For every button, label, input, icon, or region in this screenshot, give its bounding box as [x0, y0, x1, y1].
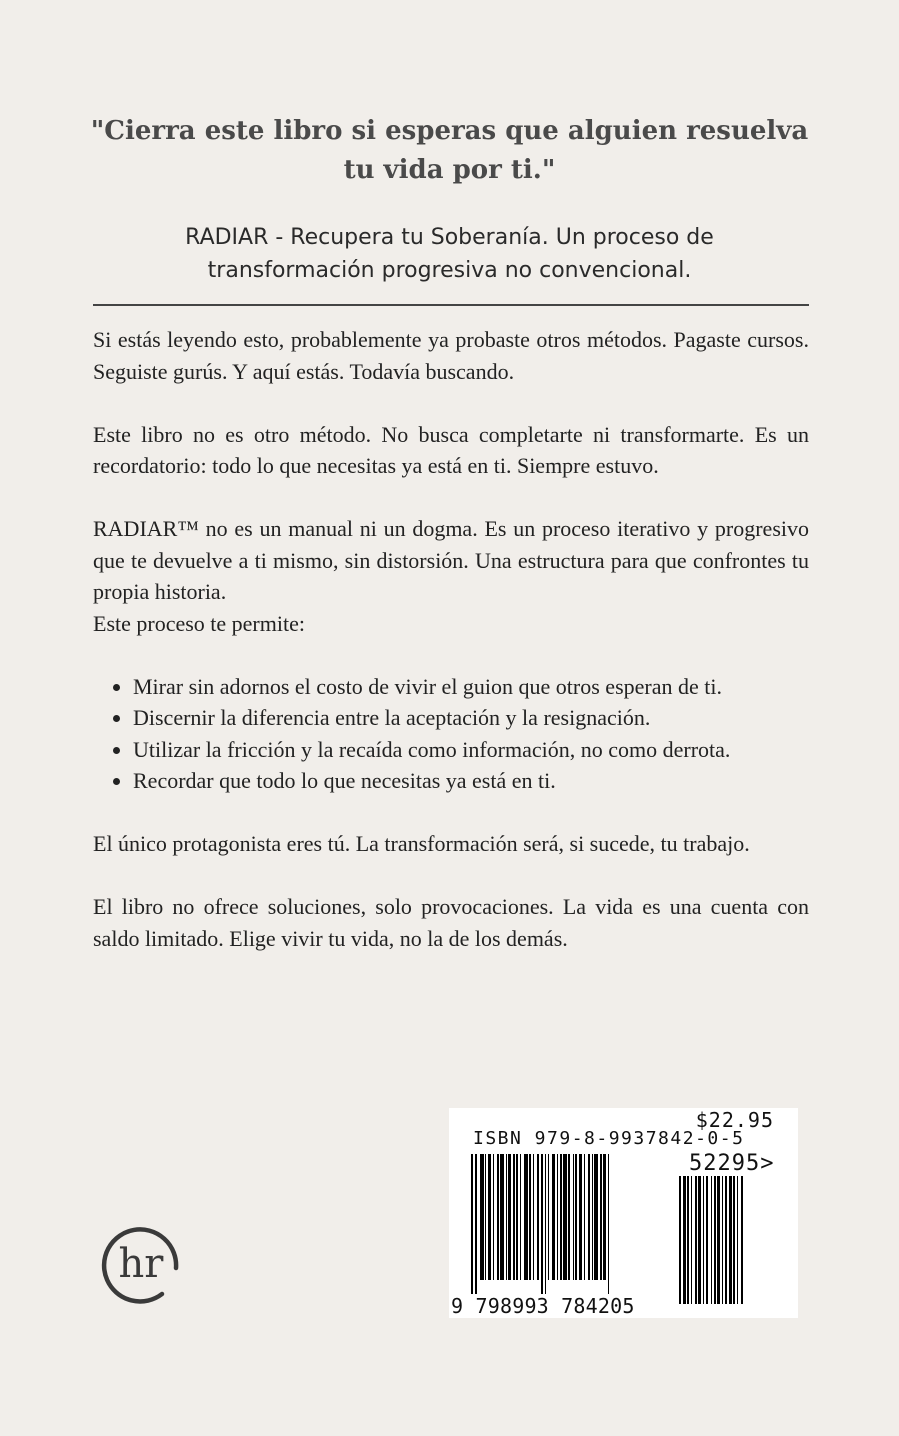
barcode-bar [516, 1154, 518, 1280]
barcode-bar [471, 1154, 473, 1294]
barcode-bar [508, 1154, 511, 1280]
divider [93, 304, 809, 306]
barcode-bar [552, 1154, 555, 1280]
isbn-barcode [449, 1108, 798, 1318]
barcode-bar [573, 1154, 574, 1280]
barcode-bar [529, 1154, 531, 1280]
logo-text: hr [118, 1241, 164, 1287]
barcode-bar [513, 1154, 515, 1280]
barcode-bar [714, 1176, 716, 1304]
barcode-bar [600, 1154, 602, 1280]
barcode-bar [524, 1154, 528, 1280]
blurb-paragraph-2: Este libro no es otro método. No busca completarte ni transformarte. Es un recordatorio: todo lo que necesitas ya está en ti. Siempre estuvo. [93, 421, 809, 478]
barcode-bar [480, 1154, 484, 1280]
subtitle-line-1: RADIAR - Recupera tu Soberanía. Un proceso de [185, 225, 714, 250]
barcode-bar [588, 1154, 590, 1280]
hr-monogram-logo-icon [100, 1222, 184, 1306]
barcode-bar [560, 1154, 562, 1280]
barcode-bar [545, 1154, 546, 1294]
quote-line-2: tu vida por ti." [343, 155, 556, 185]
barcode-addon-number: 52295> [689, 1151, 775, 1176]
barcode-bar [592, 1154, 593, 1280]
barcode-bar [698, 1176, 701, 1304]
barcode-bar [541, 1154, 543, 1294]
blurb-paragraph-5: El único protagonista eres tú. La transformación será, si sucede, tu trabajo. [93, 831, 750, 856]
barcode-bar [488, 1154, 491, 1280]
barcode-price: $22.95 [695, 1108, 774, 1132]
blurb-paragraph-3: RADIAR™ no es un manual ni un dogma. Es un proceso iterativo y progresivo que te devuelve a ti mismo, sin distorsión. Una estructura para que confrontes tu propia historia. [93, 516, 809, 604]
blurb-paragraph-4: Este proceso te permite: [93, 610, 305, 636]
barcode-bar [695, 1176, 697, 1304]
barcode-bar [737, 1176, 738, 1304]
barcode-bar [733, 1176, 735, 1304]
barcode-bar [706, 1176, 708, 1304]
barcode-bar [679, 1176, 681, 1304]
barcode-bar [579, 1154, 582, 1280]
barcode-bar [500, 1154, 504, 1280]
barcode-bar [683, 1176, 686, 1304]
barcode-bar [725, 1176, 727, 1304]
barcode-bar [563, 1154, 567, 1280]
barcode-bar [520, 1154, 521, 1280]
list-item: • Mirar sin adornos el costo de vivir el guion que otros esperan de ti. [133, 671, 809, 703]
barcode-bar [717, 1176, 720, 1304]
barcode-bar [485, 1154, 486, 1280]
barcode-bar [475, 1154, 477, 1294]
barcode-bar [548, 1154, 549, 1280]
barcode-bar [533, 1154, 534, 1280]
barcode-bar [584, 1154, 585, 1280]
barcode-bar [741, 1176, 743, 1304]
barcode-isbn: ISBN 979-8-9937842-0-5 [473, 1128, 745, 1149]
barcode-bar [575, 1154, 577, 1280]
barcode-bar [557, 1154, 558, 1280]
blurb-paragraph-6: El libro no ofrece soluciones, solo provocaciones. La vida es una cuenta con saldo limitado. Elige vivir tu vida, no la de los demás. [93, 894, 809, 951]
barcode-bar [703, 1176, 704, 1304]
barcode-bar [603, 1154, 606, 1280]
list-item: • Utilizar la fricción y la recaída como información, no como derrota. [133, 734, 809, 766]
barcode-digits: 9 798993 784205 [451, 1294, 635, 1318]
barcode-bar [493, 1154, 494, 1280]
benefits-list [93, 671, 809, 797]
barcode-bars [471, 1154, 661, 1294]
blurb-paragraph-1: Si estás leyendo esto, probablemente ya probaste otros métodos. Pagaste cursos. Seguiste gurús. Y aquí estás. Todavía buscando. [93, 327, 809, 384]
barcode-bar [687, 1176, 689, 1304]
barcode-bar [722, 1176, 723, 1304]
back-cover-quote [60, 112, 839, 190]
barcode-bar [537, 1154, 539, 1280]
barcode-bar [729, 1176, 732, 1304]
list-item: • Recordar que todo lo que necesitas ya está en ti. [133, 765, 809, 797]
barcode-bar [506, 1154, 507, 1280]
publisher-logo [100, 1222, 184, 1306]
barcode-bar [691, 1176, 692, 1304]
subtitle-line-2: transformación progresiva no convencional. [207, 258, 692, 283]
barcode-bar [497, 1154, 499, 1280]
book-subtitle [80, 221, 819, 287]
list-item: • Discernir la diferencia entre la aceptación y la resignación. [133, 702, 809, 734]
barcode-bar [608, 1154, 609, 1294]
barcode-bar [711, 1176, 712, 1304]
quote-line-1: "Cierra este libro si esperas que alguien resuelva [90, 116, 809, 146]
barcode-bar [594, 1154, 598, 1280]
barcode-bar [568, 1154, 570, 1280]
barcode-addon-bars [679, 1176, 779, 1304]
blurb-body [93, 324, 809, 986]
